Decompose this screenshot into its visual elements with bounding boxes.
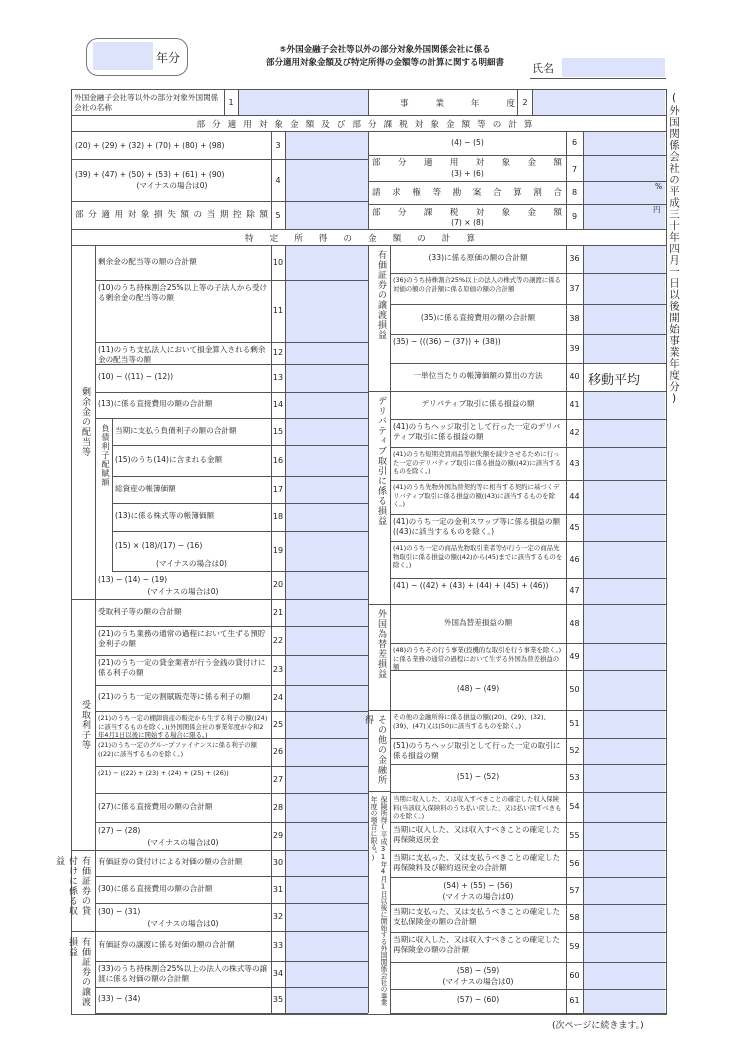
row-38-label: (35)に係る直接費用の額の合計額 — [420, 313, 536, 322]
row-49-number: 49 — [569, 651, 580, 661]
row-19-sub: (マイナスの場合は0) — [155, 559, 228, 568]
row-57-sub: (マイナスの場合は0) — [442, 892, 514, 901]
row-30-input[interactable] — [286, 851, 368, 876]
row-11-number: 11 — [272, 306, 284, 315]
group-interest: 受取利子等 — [80, 699, 90, 750]
side-note: (外国関係会社の平成三十年四月一日以後開始事業年度分) — [668, 92, 680, 406]
row-37-label: (36)のうち持株割合25%以上の法人の株式等の譲渡に係る対価の額の合計額に係る原価の額の合計額 — [393, 276, 561, 293]
row-56-number: 56 — [569, 858, 580, 868]
row-25-label: (21)のうち一定の棚卸資産の販売から生ずる利子の額((24)に該当するものを除く。)(外国関係会社の事業年度が令和2年4月1日以後に開始する場合に限る。) — [98, 714, 268, 739]
row-32-label: (30) − (31) — [98, 907, 141, 916]
group-fx: 外国為替差損益 — [376, 609, 386, 679]
row-4-number: 4 — [275, 176, 281, 185]
row-4-label: (39) + (47) + (50) + (53) + (61) + (90) — [75, 170, 225, 179]
row-5-label: 部分適用対象損失額の当期控除額 — [75, 210, 268, 220]
row-4-input[interactable] — [286, 160, 368, 201]
row-29-sub: (マイナスの場合は0) — [147, 838, 219, 847]
row-19-number: 19 — [272, 546, 284, 555]
year-suffix: 年分 — [156, 51, 181, 65]
row-34-label: (33)のうち持株割合25%以上の法人の株式等の譲渡に係る対価の額の合計額 — [98, 964, 268, 983]
row-47-input[interactable] — [584, 579, 665, 604]
row-59-number: 59 — [569, 942, 580, 951]
row-26-number: 26 — [272, 747, 284, 756]
name-input[interactable] — [562, 58, 665, 77]
row-37-number: 37 — [569, 283, 580, 293]
row-14-number: 14 — [272, 400, 284, 409]
row-46-label: (41)のうち一定の商品先物取引業者等が行う一定の商品先物取引に係る損益の額((42)から(45)までに該当するものを除く。) — [393, 544, 563, 569]
row-3-label: (20) + (29) + (32) + (70) + (80) + (98) — [75, 141, 225, 150]
row-18-label: (13)に係る株式等の帳簿価額 — [115, 511, 215, 520]
row-32-input[interactable] — [286, 904, 368, 931]
row-15-input[interactable] — [286, 419, 368, 445]
row-8-unit: % — [655, 182, 663, 191]
row-7-input[interactable] — [584, 156, 665, 181]
row-44-label: (41)のうち先物外国為替契約等に相当する契約に基づくデリバティブ取引に係る損益の額((43)に該当するものを除く。) — [393, 483, 560, 508]
row-9-unit: 円 — [653, 205, 661, 214]
row-48-number: 48 — [569, 618, 580, 628]
row-40-value: 移動平均 — [588, 373, 641, 388]
row-44-input[interactable] — [584, 481, 665, 514]
row-12-number: 12 — [272, 348, 284, 357]
row-35-number: 35 — [272, 995, 284, 1004]
row-19-input[interactable] — [286, 532, 368, 571]
row-51-number: 51 — [569, 719, 580, 728]
row-3-number: 3 — [275, 141, 281, 150]
row-21-label: 受取利子等の額の合計額 — [98, 606, 182, 616]
row-23-input[interactable] — [286, 656, 368, 685]
row-48-input[interactable] — [584, 605, 665, 643]
row-50-label: (48) − (49) — [456, 684, 500, 693]
row-59-input[interactable] — [584, 933, 665, 962]
row-54-number: 54 — [569, 802, 580, 811]
row-24-number: 24 — [272, 693, 284, 702]
row-13-number: 13 — [272, 373, 284, 382]
row-21-number: 21 — [272, 607, 284, 617]
row-41-number: 41 — [569, 400, 580, 409]
row-17-label: 総資産の帳簿価額 — [115, 483, 176, 493]
row-57-label: (54) + (55) − (56) — [443, 880, 513, 890]
row-50-input[interactable] — [584, 671, 665, 710]
row-20-input[interactable] — [286, 572, 368, 599]
row-7-sub: (3) + (6) — [451, 169, 484, 178]
row-5-number: 5 — [275, 211, 281, 220]
row-36-number: 36 — [569, 254, 580, 263]
row-42-input[interactable] — [584, 420, 665, 447]
row-17-number: 17 — [272, 484, 284, 494]
row-55-label: 当期に収入した、又は収入すべきことの確定した再保険返戻金 — [393, 825, 560, 844]
row-51-input[interactable] — [584, 711, 665, 738]
section-specific-header: 特定所得の金額の計算 — [245, 234, 491, 244]
row-34-number: 34 — [272, 969, 284, 978]
row-9-sub: (7) × (8) — [451, 218, 484, 227]
group-lending: 有価証券の貸付けに係る収益 — [54, 856, 90, 916]
row-27-number: 27 — [272, 774, 284, 784]
row-38-input[interactable] — [584, 305, 665, 334]
row-8-number: 8 — [571, 188, 578, 197]
row-60-sub: (マイナスの場合は0) — [442, 977, 514, 986]
row-18-number: 18 — [272, 512, 284, 521]
row-39-input[interactable] — [584, 335, 665, 363]
group-insurance: 保険所得(平成31年4月1日以後に開始する外国関係会社の事業年度の場合に限る。) — [369, 796, 387, 1006]
row-number-1: 1 — [228, 98, 234, 107]
row-20-sub: (マイナスの場合は0) — [147, 587, 219, 596]
business-year-input[interactable] — [533, 90, 665, 115]
row-30-label: 有価証券の貸付けによる対価の額の合計額 — [98, 857, 243, 866]
row-6-number: 6 — [571, 138, 578, 147]
row-37-input[interactable] — [584, 274, 665, 304]
row-29-label: (27) − (28) — [98, 826, 141, 835]
row-58-input[interactable] — [584, 905, 665, 932]
row-41-input[interactable] — [584, 392, 665, 419]
row-46-number: 46 — [569, 554, 580, 564]
row-13-input[interactable] — [286, 365, 368, 392]
group-transfer: 有価証券の譲渡損益 — [67, 937, 90, 1007]
row-20-number: 20 — [272, 580, 284, 589]
row-54-label: 当期に収入した、又は収入すべきことの確定した収入保険料(当該収入保険料のうち払い戻した、又は払い戻すべきものを除く。) — [393, 795, 562, 820]
row-46-input[interactable] — [584, 542, 665, 578]
row-55-number: 55 — [569, 831, 580, 840]
row-42-number: 42 — [569, 428, 580, 437]
row-47-number: 47 — [569, 586, 580, 595]
row-23-label: (21)のうち一定の貸金業者が行う金銭の貸付けに係る利子の額 — [98, 658, 266, 677]
row-5-input[interactable] — [286, 202, 368, 229]
row-39-number: 39 — [569, 343, 580, 353]
row-35-input[interactable] — [286, 988, 368, 1013]
row-33-input[interactable] — [286, 932, 368, 961]
row-16-number: 16 — [272, 455, 284, 465]
row-22-label: (21)のうち業務の通常の過程において生ずる預貯金利子の額 — [98, 629, 266, 648]
row-57-input[interactable] — [584, 878, 665, 904]
row-41-label: デリバティブ取引に係る損益の額 — [421, 399, 535, 408]
group-surplus: 剰余金の配当等 — [80, 387, 90, 457]
row-14-label: (13)に係る直接費用の額の合計額 — [98, 399, 213, 408]
row-32-sub: (マイナスの場合は0) — [147, 919, 219, 928]
row-31-label: (30)に係る直接費用の額の合計額 — [98, 883, 213, 893]
row-33-label: 有価証券の譲渡に係る対価の額の合計額 — [98, 940, 235, 949]
form-title-line1: ⑤外国金融子会社等以外の部分対象外国関係会社に係る — [279, 45, 491, 55]
row-16-label: (15)のうち(14)に含まれる金額 — [115, 454, 223, 464]
row-10-input[interactable] — [286, 246, 368, 280]
row-60-label: (58) − (59) — [456, 965, 500, 975]
row-44-number: 44 — [569, 492, 580, 501]
footer-note: (次ページに続きます。) — [552, 1021, 644, 1031]
row-39-label: (35) − (((36) − (37)) + (38)) — [393, 337, 501, 346]
row-45-number: 45 — [569, 522, 580, 532]
row-43-label: (41)のうち短期売買商品等損失額を減少させるために行った一定のデリバティブ取引に係る損益の額((42)に該当するものを除く。) — [393, 450, 562, 475]
row-4-sub: (マイナスの場合は0) — [136, 181, 208, 190]
row-7-number: 7 — [571, 165, 578, 174]
row-60-number: 60 — [569, 970, 580, 980]
row-12-label: (11)のうち支払法人において損金算入される剰余金の配当等の額 — [98, 345, 266, 364]
row-27-input[interactable] — [286, 767, 368, 793]
row-3-input[interactable] — [286, 132, 368, 159]
row-45-input[interactable] — [584, 515, 665, 541]
row-31-input[interactable] — [286, 877, 368, 903]
row-22-input[interactable] — [286, 627, 368, 655]
row-60-input[interactable] — [584, 963, 665, 989]
row-10-label: 剰余金の配当等の額の合計額 — [98, 256, 197, 266]
row-18-input[interactable] — [286, 504, 368, 531]
row-48-label: 外国為替差損益の額 — [443, 617, 513, 627]
row-6-input[interactable] — [584, 132, 665, 155]
row-36-label: (33)に係る原価の額の合計額 — [428, 253, 528, 262]
row-7-label: 部分適用対象金額 — [372, 158, 562, 168]
row-10-number: 10 — [272, 257, 284, 267]
row-58-label: 当期に支払った、又は支払うべきことの確定した支払保険金の額の合計額 — [393, 907, 561, 926]
form-title-line2: 部分適用対象金額及び特定所得の金額等の計算に関する明細書 — [265, 58, 504, 68]
row-8-label: 請求権等勘案合算割合 — [372, 188, 562, 198]
row-17-input[interactable] — [286, 477, 368, 503]
row-54-input[interactable] — [584, 793, 665, 822]
row-25-input[interactable] — [286, 712, 368, 738]
row-29-number: 29 — [272, 831, 284, 840]
row-56-label: 当期に支払った、又は支払うべきことの確定した再保険料及び解約返戻金の合計額 — [393, 853, 561, 872]
row-40-label: 一単位当たりの帳簿価額の算出の方法 — [413, 371, 543, 380]
row-33-number: 33 — [272, 941, 284, 950]
row-24-label: (21)のうち一定の割賦販売等に係る利子の額 — [98, 692, 251, 701]
row-40-number: 40 — [569, 372, 580, 381]
row-19-label: (15) × (18)/(17) − (16) — [115, 541, 203, 550]
row-11-input[interactable] — [286, 281, 368, 342]
row-9-number: 9 — [571, 212, 578, 221]
row-22-number: 22 — [272, 635, 284, 645]
row-26-label: (21)のうち一定のグループファイナンスに係る利子の額((22)に該当するものを除く。) — [98, 741, 257, 758]
row-28-number: 28 — [272, 802, 284, 812]
row-50-number: 50 — [569, 685, 580, 694]
row-53-input[interactable] — [584, 765, 665, 792]
row-20-label: (13) − (14) − (19) — [98, 575, 168, 584]
row-56-input[interactable] — [584, 851, 665, 877]
row-32-number: 32 — [272, 912, 284, 921]
row-49-input[interactable] — [584, 644, 665, 670]
row-28-input[interactable] — [286, 794, 368, 822]
row-26-input[interactable] — [286, 739, 368, 766]
row-14-input[interactable] — [286, 393, 368, 418]
row-31-number: 31 — [272, 884, 284, 894]
row-53-label: (51) − (52) — [456, 772, 500, 781]
row-52-number: 52 — [569, 746, 580, 755]
row-58-number: 58 — [569, 913, 580, 922]
row-51-label: その他の金融所得に係る損益の額((20)、(29)、(32)、(39)、(47)又は(50)に該当するものを除く。) — [393, 713, 550, 730]
row-24-input[interactable] — [286, 686, 368, 711]
row-12-input[interactable] — [286, 343, 368, 364]
row-61-label: (57) − (60) — [456, 995, 500, 1004]
row-15-label: 当期に支払う負債利子の額の合計額 — [115, 425, 237, 435]
row-52-input[interactable] — [584, 739, 665, 764]
row-25-number: 25 — [272, 719, 284, 729]
row-27-label: (21) − ((22) + (23) + (24) + (25) + (26)) — [98, 769, 229, 777]
row-29-input[interactable] — [286, 823, 368, 850]
row-47-label: (41) − ((42) + (43) + (44) + (45) + (46)) — [393, 581, 549, 590]
group-other: その他の金融所得 — [363, 715, 386, 785]
row-34-input[interactable] — [286, 962, 368, 987]
row-6-label: (4) − (5) — [451, 138, 484, 147]
row-30-number: 30 — [272, 858, 284, 867]
name-label: 氏名 — [532, 62, 554, 75]
business-year-label: 事業年度 — [400, 99, 515, 109]
row-21-input[interactable] — [286, 600, 368, 626]
row-45-label: (41)のうち一定の金利スワップ等に係る損益の額((43)に該当するものを除く。) — [393, 517, 561, 536]
section-partial-header: 部分適用対象金額及び部分課税対象金額等の計算 — [196, 120, 540, 130]
row-number-2: 2 — [522, 98, 528, 107]
row-57-number: 57 — [569, 885, 580, 895]
row-15-number: 15 — [272, 426, 284, 436]
row-42-label: (41)のうちヘッジ取引として行った一定のデリバティブ取引に係る損益の額 — [393, 422, 561, 441]
row-53-number: 53 — [569, 773, 580, 782]
group-sec_transfer: 有価証券の譲渡損益 — [376, 250, 386, 340]
row-11-label: (10)のうち持株割合25%以上等の子法人から受ける剰余金の配当等の額 — [98, 283, 268, 302]
row-16-input[interactable] — [286, 446, 368, 476]
row-9-label: 部分課税対象金額 — [372, 208, 562, 218]
row-43-input[interactable] — [584, 448, 665, 480]
row-43-number: 43 — [569, 458, 580, 468]
row-49-label: (48)のうちその行う事業(投機的な取引を行う事業を除く。)に係る業務の通常の過程において生ずる外国為替差損益の額 — [393, 646, 562, 671]
row-55-input[interactable] — [584, 823, 665, 850]
row-28-label: (27)に係る直接費用の額の合計額 — [98, 801, 213, 811]
row-23-number: 23 — [272, 665, 284, 674]
company-name-label: 外国金融子会社等以外の部分対象外国関係会社の名称 — [74, 93, 219, 112]
row-36-input[interactable] — [584, 246, 665, 273]
row-52-label: (51)のうちヘッジ取引として行った一定の取引に係る損益の額 — [393, 741, 561, 760]
row-59-label: 当期に収入した、又は収入すべきことの確定した再保険金の額の合計額 — [393, 935, 560, 954]
group-deriv: デリバティブ取引に係る損益 — [376, 396, 386, 526]
row-35-label: (33) − (34) — [98, 994, 141, 1003]
year-input[interactable] — [93, 42, 153, 70]
row-61-input[interactable] — [584, 990, 665, 1013]
row-8-input[interactable] — [584, 182, 665, 204]
row-61-number: 61 — [569, 996, 580, 1005]
company-name-input[interactable] — [239, 90, 368, 115]
row-13-label: (10) − ((11) − (12)) — [98, 372, 174, 381]
row-38-number: 38 — [569, 314, 580, 323]
group-debt: 負債利子配賦額 — [101, 424, 110, 487]
